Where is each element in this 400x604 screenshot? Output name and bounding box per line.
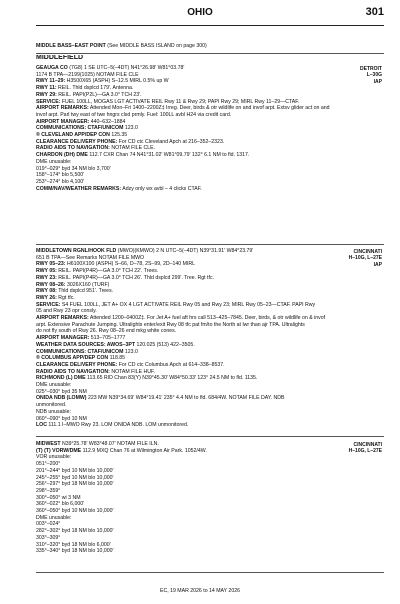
entry-line [36, 501, 382, 508]
header-rule [36, 25, 384, 26]
entry-label: AIRPORT REMARKS: [36, 315, 89, 322]
divider [36, 53, 384, 54]
page-number: 301 [365, 6, 384, 18]
middle-bass-title: MIDDLE BASS–EAST POINT [36, 43, 106, 49]
entry-label: CLEARANCE DELIVERY PHONE: [36, 361, 118, 368]
entry-line [36, 441, 382, 448]
entry-line [36, 335, 382, 342]
entry-line [36, 308, 382, 315]
entry-text: 651 B TPA—See Remarks NOTAM FILE MWO [36, 254, 145, 261]
entry-text: 025°–030° byd 35 NM [36, 388, 87, 395]
entry-line [36, 295, 382, 302]
entry-line [36, 248, 382, 255]
entry-text: DME unusable: [36, 382, 72, 389]
entry-text: 300°–050° wi 3 NM [36, 494, 81, 501]
page-header [0, 6, 400, 22]
entry-line [36, 328, 382, 335]
entry-text: N39°25.78′ W83°48.07′ NOTAM FILE ILN. [60, 441, 159, 447]
entry-text: (7G8) 1 SE UTC–5(–4DT) N41°26.98′ W81°03.78′ [67, 65, 185, 71]
entry-line [36, 521, 382, 528]
entry-label: MIDWEST [36, 441, 61, 447]
entry-text: 513–705–1777 [89, 335, 126, 342]
entry-label: RWY 11–29: [36, 78, 66, 85]
entry-text: 310°–320° byd 18 NM blo 6,000′ [36, 541, 111, 548]
entry-label: RWY 11: [36, 85, 57, 92]
entry-text: H6100X100 (ASPH) S–66, D–78, 2S–99, 2D–140 MIRL [65, 261, 195, 268]
middle-bass-entry [36, 43, 382, 50]
entry-label: RADIO AIDS TO NAVIGATION: [36, 145, 110, 152]
entry-text: For CD ctc Columbus Apch at 614–338–8537. [117, 361, 225, 368]
entry-label: (T) (T) VORW/DME [36, 447, 82, 454]
entry-label: LOC [36, 422, 47, 429]
effective-dates: EC, 19 MAR 2026 to 14 MAY 2026 [160, 588, 240, 594]
entry-text: NOTAM FILE HUF. [109, 368, 156, 375]
entry-text: 112.9 MXQ Chan 76 at Wilmington Air Park. 1052/4W. [81, 447, 207, 454]
entry-line [36, 342, 382, 349]
entry-line [36, 255, 382, 262]
entry-line [36, 488, 382, 495]
city-title: MIDDLEFIELD [36, 55, 84, 61]
entry-line [36, 85, 382, 92]
entry-line [36, 409, 382, 416]
entry-line [36, 275, 382, 282]
chart-ref: L–30G [366, 72, 382, 79]
entry-line [36, 139, 382, 146]
entry-label: RWY 26: [36, 294, 57, 301]
entry-line [36, 416, 382, 423]
entry-line [36, 362, 382, 369]
state-title: OHIO [187, 7, 213, 18]
entry-line [36, 535, 382, 542]
entry-text: 253°–274° blo 4,100′ [36, 178, 85, 185]
entry-line [36, 261, 382, 268]
entry-text: FUEL 100LL, MOGAS LGT ACTIVATE REIL Rwy 11 & Rwy 29; PAPI Rwy 29; MIRL Rwy 11–29—CTAF. [60, 98, 300, 105]
entry-text: 201°–244° byd 10 NM blo 10,000′ [36, 467, 114, 474]
entry-label: RWY 08: [36, 288, 57, 295]
entry-line [36, 382, 382, 389]
entry-label: RADIO AIDS TO NAVIGATION: [36, 368, 110, 375]
entry-line [36, 528, 382, 535]
entry-line [36, 78, 382, 85]
entry-text: REIL. PAPI(P2L)—GA 3.0° TCH 23′. [56, 91, 142, 98]
entry-text: 125.35 [109, 132, 128, 139]
entry-label: ® COLUMBUS APP/DEP CON [36, 355, 109, 362]
divider [36, 244, 384, 245]
entry-line [36, 475, 382, 482]
entry-label: RWY 23: [36, 274, 57, 281]
entry-line [36, 355, 382, 362]
entry-text: NDB unusable: [36, 408, 71, 415]
entry-line [36, 454, 382, 461]
entry-text: 335°–340° byd 18 NM blo 10,000′ [36, 548, 114, 555]
entry-label: COMMUNICATIONS: CTAF/UNICOM [36, 348, 124, 355]
entry-text: 360°–050° byd 10 NM blo 10,000′ [36, 508, 114, 515]
entry-text: 060°–090° byd 10 NM [36, 415, 87, 422]
entry-line [36, 72, 382, 79]
entry-text: 298°–359° [36, 487, 61, 494]
entry-line [36, 508, 382, 515]
entry-text: 440–632–1884 [89, 118, 126, 125]
entry-text: unmonitored. [36, 402, 67, 409]
entry-label: RWY 05: [36, 268, 57, 275]
entry-label: SERVICE: [36, 301, 61, 308]
entry-text: arpt. Extensive Parachute Jumping. Ultralights enter/exit Rwy 08 tfc pat fm/to the North at lwr than ajr TPA. Ultralights [36, 321, 305, 328]
entry-line [36, 186, 382, 193]
entry-text: S4 FUEL 100LL, JET A+ OX 4 LGT ACTIVATE REIL Rwy 05 and Rwy 23; MIRL Rwy 05–23—CTAF. PAPI Rwy [60, 301, 316, 308]
entry-line [36, 152, 382, 159]
entry-line [36, 468, 382, 475]
entry-label: AIRPORT MANAGER: [36, 335, 90, 342]
entry-text: REIL. Thld dsplcd 179′. Antenna. [56, 85, 134, 92]
entry-text: 303°–309° [36, 534, 61, 541]
entry-text: 111.1 I–MWO Rwy 23. LOM ONIDA NDB. LOM unmonitored. [46, 422, 189, 429]
entry-label: SERVICE: [36, 98, 61, 105]
entry-text: 282°–302° byd 18 NM blo 10,000′ [36, 528, 114, 535]
chart-ref: CINCINNATI [353, 442, 382, 448]
entry-text: 118.85 [108, 355, 126, 362]
entry-text: 019°–029° byd 34 NM blo 3,700′ [36, 165, 111, 172]
entry-label: COMM/NAV/WEATHER REMARKS: [36, 185, 122, 192]
entry-line [36, 166, 382, 173]
entry-text: NOTAM FILE CLE. [109, 145, 156, 152]
entry-line [36, 172, 382, 179]
entry-text: VOR unusable: [36, 454, 72, 461]
entry-label: AIRPORT MANAGER: [36, 118, 90, 125]
entry-line [36, 448, 382, 455]
entry-label: CLEARANCE DELIVERY PHONE: [36, 138, 118, 145]
entry-text: For CD ctc Cleveland Apch at 216–352–2323. [117, 138, 225, 145]
entry-text: H3500X65 (ASPH) S–12.5 MIRL 0.5% up W [65, 78, 169, 85]
entry-line [36, 119, 382, 126]
entry-line [36, 395, 382, 402]
entry-line [36, 481, 382, 488]
entry-line [36, 548, 382, 555]
entry-text: 1174 B TPA—2199(1025) NOTAM FILE CLE [36, 71, 139, 78]
footer-rule [36, 572, 384, 573]
entry-text: DME unusable: [36, 514, 72, 521]
entry-label: MIDDLETOWN RGNL/HOOK FLD [36, 248, 117, 254]
entry-label: RICHMOND (L) DME [36, 375, 86, 382]
entry-line [36, 369, 382, 376]
entry-text: 223 MW N39°34.69′ W84°19.41′ 235° 4.4 NM to fld. 684/4W. NOTAM FILE DAY. NDB [86, 395, 285, 402]
entry-text: 123.0 [123, 348, 138, 355]
entry-line [36, 92, 382, 99]
entry-label: CHARDON (DH) DME [36, 152, 88, 159]
entry-line [36, 105, 382, 112]
entry-line [36, 288, 382, 295]
middletown-entry [36, 248, 382, 429]
middlefield-entry [36, 65, 382, 192]
entry-text: 3026X160 (TURF) [65, 281, 110, 288]
entry-text: REIL. PAPI(P4R)—GA 3.0° TCH 26′. Thld dsplcd 299′. Tree. Rgt tfc. [56, 274, 214, 281]
entry-text: Attended Mon–Fri 1400–2200Z‡ Irreg. Deer, birds & otr wildlife on and invof arpt. Extsv glider act on and [88, 105, 330, 112]
entry-line [36, 461, 382, 468]
chart-ref: IAP [373, 78, 382, 85]
entry-text: REIL. PAPI(P4R)—GA 3.0° TCH 22′. Trees. [56, 268, 159, 275]
entry-text: DME unusable: [36, 158, 72, 165]
entry-label: AIRPORT REMARKS: [36, 105, 89, 112]
entry-text: 113.65 RID Chan 83(Y) N39°45.30′ W84°50.33′ 123° 24.5 NM to fld. 1135. [85, 375, 258, 382]
entry-line [36, 315, 382, 322]
entry-line [36, 112, 382, 119]
entry-line [36, 268, 382, 275]
entry-line [36, 179, 382, 186]
entry-text: 256°–297° byd 18 NM blo 10,000′ [36, 481, 114, 488]
chart-ref: H–10G, L–27E [348, 255, 382, 262]
entry-label: ONIDA NDB (LOMW) [36, 395, 87, 402]
entry-text: Adzy only wx avbl – 4 clicks CTAF. [121, 185, 202, 192]
entry-line [36, 402, 382, 409]
entry-text: 003°–024° [36, 521, 61, 528]
entry-line [36, 322, 382, 329]
entry-label: COMMUNICATIONS: CTAF/UNICOM [36, 125, 124, 132]
entry-label: GEAUGA CO [36, 65, 68, 71]
entry-text: (MWO)(KMWO) 2 N UTC–5(–4DT) N39°31.91′ W84°23.79′ [116, 248, 254, 254]
entry-line [36, 495, 382, 502]
entry-label: ® CLEVELAND APP/DEP CON [36, 132, 110, 139]
entry-label: RWY 08–26: [36, 281, 66, 288]
entry-line [36, 65, 382, 72]
entry-line [36, 375, 382, 382]
chart-ref: DETROIT [360, 66, 382, 72]
entry-label: WEATHER DATA SOURCES: AWOS–3PT [36, 341, 136, 348]
entry-label: RWY 05–23: [36, 261, 66, 268]
entry-line [36, 99, 382, 106]
chart-ref: IAP [373, 261, 382, 268]
entry-line [36, 515, 382, 522]
entry-text: invof arpt. Parl twy east of twe hngrs clsd prmly. Fuel: 100LL avbl H24 via credit card. [36, 111, 232, 118]
entry-line [36, 389, 382, 396]
entry-text: 120.025 (513) 422–3505. [135, 341, 195, 348]
entry-text: Attended 1200–0400Z‡. For Jet A+ fuel aft hrs call 513–425–7845. Deer, birds, & otr wildlife on & invof [88, 315, 326, 322]
entry-text: 112.7 CXR Chan 74 N41°31.02′ W81°09.79′ 132° 6.1 NM to fld. 1317. [87, 152, 250, 159]
entry-text: 360°–022° blo 6,000′ [36, 501, 85, 508]
entry-text: 123.0 [123, 125, 138, 132]
entry-line [36, 145, 382, 152]
divider [36, 436, 384, 437]
entry-text: Thld dsplcd 951′. Trees. [56, 288, 114, 295]
entry-text: do not fly south of Rwy 26. Rwy 08–26 end mkg white cones. [36, 328, 177, 335]
chart-ref: H–10G, L–27E [348, 448, 382, 455]
entry-line [36, 302, 382, 309]
midwest-entry [36, 441, 382, 555]
entry-text: Rgt tfc. [56, 294, 75, 301]
entry-text: 158°–174° blo 5,500′ [36, 172, 85, 179]
middle-bass-note: (See MIDDLE BASS ISLAND on page 300) [107, 43, 207, 49]
entry-line [36, 132, 382, 139]
entry-text: 245°–255° byd 10 NM blo 10,000′ [36, 474, 114, 481]
chart-ref: CINCINNATI [353, 249, 382, 255]
entry-text: 051°–200° [36, 461, 61, 468]
entry-line [36, 159, 382, 166]
entry-text: 05 and Rwy 23 opr consly. [36, 308, 97, 315]
entry-line [36, 422, 382, 429]
entry-line [36, 282, 382, 289]
entry-label: RWY 29: [36, 91, 57, 98]
entry-line [36, 542, 382, 549]
